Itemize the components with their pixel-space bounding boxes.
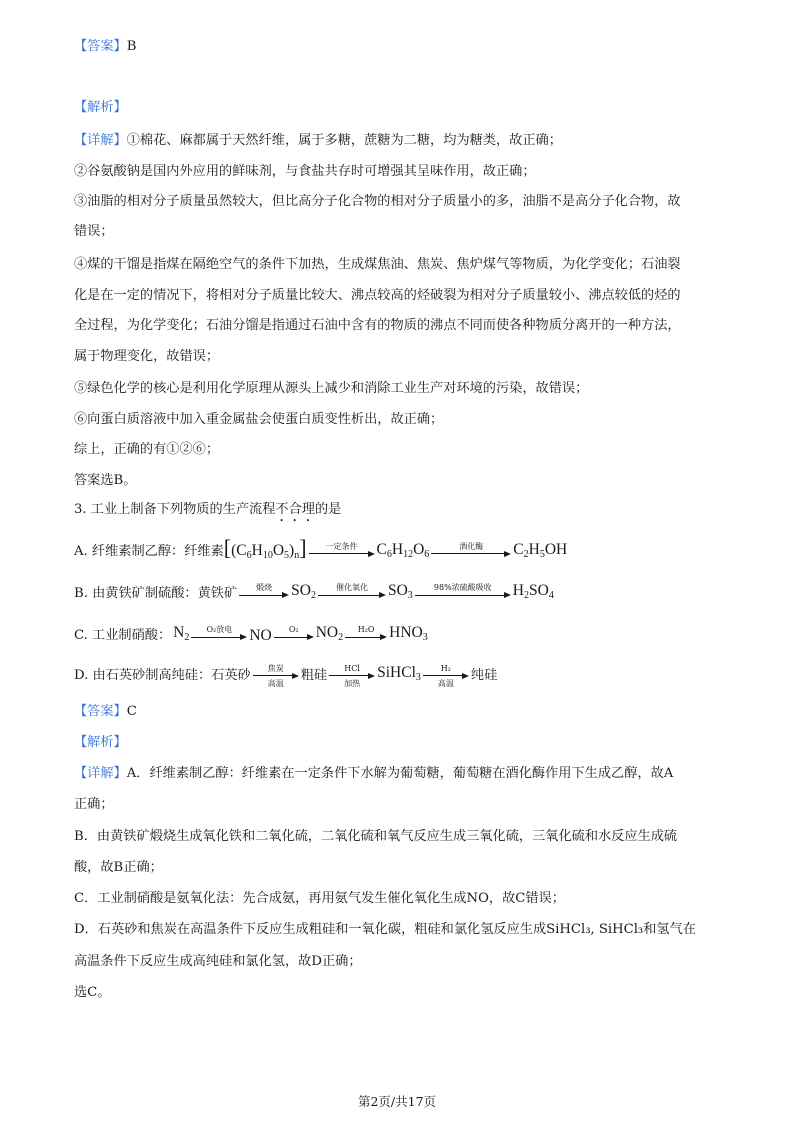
detail-line: D．石英砂和焦炭在高温条件下反应生成粗硅和一氧化碳，粗硅和氯化氢反应生成SiHCl₃, SiHCl₃和氢气在 — [74, 922, 696, 937]
answer-label: 【答案】 — [74, 39, 127, 54]
question-3-stem: 3. 工业上制备下列物质的生产流程不合理的是 — [74, 502, 342, 517]
reaction-arrow: 煅烧 — [239, 583, 289, 598]
detail-line: C．工业制硝酸是氨氧化法：先合成氨，再用氨气发生催化氧化生成NO，故C错误； — [74, 891, 565, 906]
reaction-arrow: O₂放电 — [191, 625, 247, 640]
formula-no: NO — [249, 626, 272, 644]
option-a-label: A. 纤维素制乙醇：纤维素 — [74, 544, 224, 559]
option-c — [74, 622, 428, 649]
option-a — [74, 537, 567, 567]
analysis-heading-2: 【解析】 — [74, 735, 127, 750]
detail-line: 选C。 — [74, 985, 111, 1000]
detail-line: 全过程，为化学变化；石油分馏是指通过石油中含有的物质的沸点不同而使各种物质分离开的一种方法， — [74, 318, 681, 333]
answer-value: C — [126, 704, 137, 719]
formula-so3: $SO_3$ — [387, 582, 413, 601]
answer-line-1 — [74, 37, 136, 57]
formula-no2: $NO_2$ — [315, 624, 344, 643]
formula-h2so4: $H_2SO_4$ — [512, 582, 554, 601]
option-d-label: D. 由石英砂制高纯硅：石英砂 — [74, 667, 251, 683]
reaction-arrow: 酒化酶 — [431, 542, 511, 557]
reaction-arrow: 焦炭 高温 — [253, 664, 299, 688]
detail-line: 正确； — [74, 797, 114, 812]
detail-line: 酸，故B正确； — [74, 860, 163, 875]
detail-line: ④煤的干馏是指煤在隔绝空气的条件下加热，生成煤焦油、焦炭、焦炉煤气等物质，为化学变化；石油裂 — [74, 257, 681, 272]
reaction-arrow: H₂O — [345, 625, 387, 640]
detail-line: 综上，正确的有①②⑥； — [74, 442, 220, 457]
page-footer: 第2页/共17页 — [357, 1094, 437, 1109]
detail-line: 错误； — [74, 224, 114, 239]
answer-value: B — [126, 39, 137, 54]
reaction-arrow: HCl 加热 — [329, 664, 375, 688]
detail-line: 高温条件下反应生成高纯硅和氯化氢，故D正确； — [74, 954, 362, 969]
option-c-label: C. 工业制硝酸： — [74, 627, 172, 643]
formula-ethanol: $C_2H_5OH$ — [513, 540, 568, 560]
answer-line-2 — [74, 702, 137, 722]
detail-line: ③油脂的相对分子质量虽然较大，但比高分子化合物的相对分子质量小的多，油脂不是高分子化合物，故 — [74, 194, 681, 209]
reaction-arrow: 催化氧化 — [318, 583, 386, 598]
option-b-label: B. 由黄铁矿制硫酸：黄铁矿 — [74, 585, 238, 601]
option-d — [74, 662, 497, 689]
detail-line: ⑥向蛋白质溶液中加入重金属盐会使蛋白质变性析出，故正确； — [74, 412, 444, 427]
option-b — [74, 580, 554, 607]
detail-line: ⑤绿色化学的核心是利用化学原理从源头上减少和消除工业生产对环境的污染，故错误； — [74, 381, 589, 396]
formula-cellulose: $[(C_6H_{10}O_5)_n]$ — [223, 535, 307, 561]
detail-line: 化是在一定的情况下，将相对分子质量比较大、沸点较高的烃破裂为相对分子质量较小、沸点较低的烃的 — [74, 288, 681, 303]
detail-line: B．由黄铁矿煅烧生成氧化铁和二氧化硫，二氧化硫和氧气反应生成三氧化硫，三氧化硫和水反应生成硫 — [74, 829, 678, 844]
formula-hno3: $HNO_3$ — [389, 624, 428, 643]
formula-n2: $N_2$ — [173, 624, 190, 643]
formula-sihcl3: SiHCl$_3$ — [377, 664, 421, 683]
emphasized-text: 不合理 — [275, 502, 315, 517]
formula-so2: $SO_2$ — [291, 582, 316, 601]
reaction-arrow: 一定条件 — [309, 542, 375, 557]
reaction-arrow: H₂ 高温 — [423, 664, 469, 688]
reaction-arrow: O₂ — [274, 625, 314, 640]
detail-label: 【详解】 — [74, 766, 127, 781]
detail-line: ②谷氨酸钠是国内外应用的鲜味剂，与食盐共存时可增强其呈味作用，故正确； — [74, 164, 536, 179]
answer-label: 【答案】 — [74, 704, 127, 719]
detail-line: 答案选B。 — [74, 473, 137, 488]
detail-line: 【详解】A．纤维素制乙醇：纤维素在一定条件下水解为葡萄糖，葡萄糖在酒化酶作用下生成乙醇，故A — [74, 766, 674, 781]
formula-glucose: $C_6H_{12}O_6$ — [376, 540, 430, 560]
detail-line: 属于物理变化，故错误； — [74, 349, 220, 364]
pure-silicon: 纯硅 — [470, 667, 498, 683]
reaction-arrow: 98%浓硫酸吸收 — [415, 583, 511, 598]
analysis-heading-1: 【解析】 — [74, 100, 127, 115]
detail-label: 【详解】 — [74, 133, 127, 148]
crude-silicon: 粗硅 — [300, 667, 328, 683]
detail-line: 【详解】①棉花、麻都属于天然纤维，属于多糖，蔗糖为二糖，均为糖类，故正确； — [74, 133, 562, 148]
